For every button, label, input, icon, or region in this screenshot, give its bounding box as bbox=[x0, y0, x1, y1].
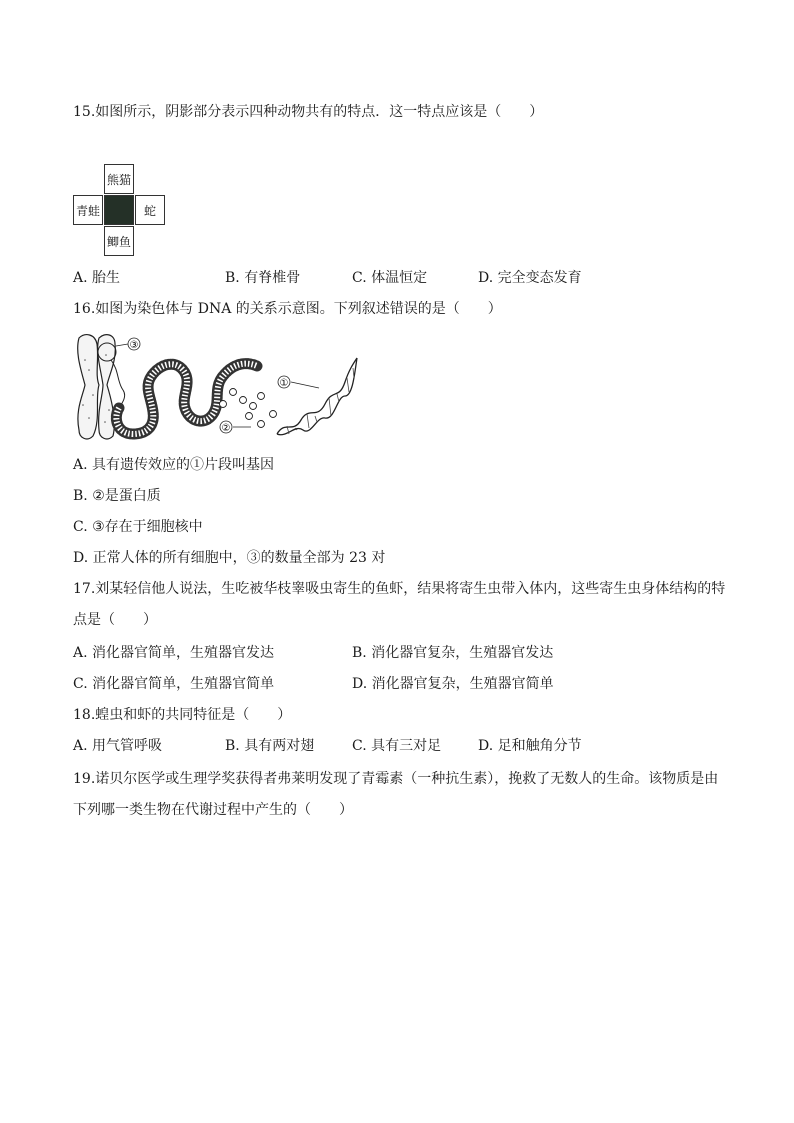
q18-stem: 18.蝗虫和虾的共同特征是（ ） bbox=[73, 707, 292, 723]
q16-option-a: A. 具有遗传效应的①片段叫基因 bbox=[73, 457, 275, 473]
dna-strand-b bbox=[277, 358, 357, 435]
label-2-text: ② bbox=[221, 423, 231, 434]
label-1-text: ① bbox=[279, 378, 289, 389]
q17-option-c: C. 消化器官简单，生殖器官简单 bbox=[73, 676, 275, 692]
q15-stem: 15.如图所示，阴影部分表示四种动物共有的特点．这一特点应该是（ ） bbox=[73, 104, 544, 120]
q16-stem: 16.如图为染色体与 DNA 的关系示意图。下列叙述错误的是（ ） bbox=[73, 301, 502, 317]
chromosome-shape bbox=[78, 335, 116, 439]
q18-option-a: A. 用气管呼吸 bbox=[73, 738, 163, 754]
q15-option-b: B. 有脊椎骨 bbox=[225, 270, 301, 286]
chromosome-dna-diagram bbox=[73, 330, 363, 445]
q19-stem-line2: 下列哪一类生物在代谢过程中产生的（ ） bbox=[73, 802, 353, 818]
q16-option-c: C. ③存在于细胞核中 bbox=[73, 519, 203, 535]
q18-option-c: C. 具有三对足 bbox=[352, 738, 442, 754]
q15-option-d: D. 完全变态发育 bbox=[478, 270, 582, 286]
grid-cell-top: 熊猫 bbox=[104, 164, 134, 194]
q18-option-b: B. 具有两对翅 bbox=[225, 738, 315, 754]
q19-stem-line1: 19.诺贝尔医学或生理学奖获得者弗莱明发现了青霉素（一种抗生素），挽救了无数人的生命。该物质是由 bbox=[73, 771, 719, 787]
grid-cell-shaded-center bbox=[104, 195, 134, 225]
label-3-text: ③ bbox=[129, 340, 139, 351]
q15-option-c: C. 体温恒定 bbox=[352, 270, 428, 286]
grid-cell-right: 蛇 bbox=[135, 195, 165, 225]
q15-animal-grid-figure bbox=[73, 164, 166, 257]
q17-option-b: B. 消化器官复杂，生殖器官发达 bbox=[352, 645, 554, 661]
q17-option-d: D. 消化器官复杂，生殖器官简单 bbox=[352, 676, 554, 692]
q15-option-a: A. 胎生 bbox=[73, 270, 121, 286]
q17-option-a: A. 消化器官简单，生殖器官发达 bbox=[73, 645, 275, 661]
q18-option-d: D. 足和触角分节 bbox=[478, 738, 582, 754]
q16-option-d: D. 正常人体的所有细胞中，③的数量全部为 23 对 bbox=[73, 550, 386, 566]
grid-cell-left: 青蛙 bbox=[73, 195, 103, 225]
q17-stem-line1: 17.刘某轻信他人说法，生吃被华枝睾吸虫寄生的鱼虾，结果将寄生虫带入体内，这些寄生虫身体结构的特 bbox=[73, 581, 726, 597]
q17-stem-line2: 点是（ ） bbox=[73, 612, 157, 628]
grid-cell-bottom: 鲫鱼 bbox=[104, 226, 134, 256]
q16-option-b: B. ②是蛋白质 bbox=[73, 488, 161, 504]
